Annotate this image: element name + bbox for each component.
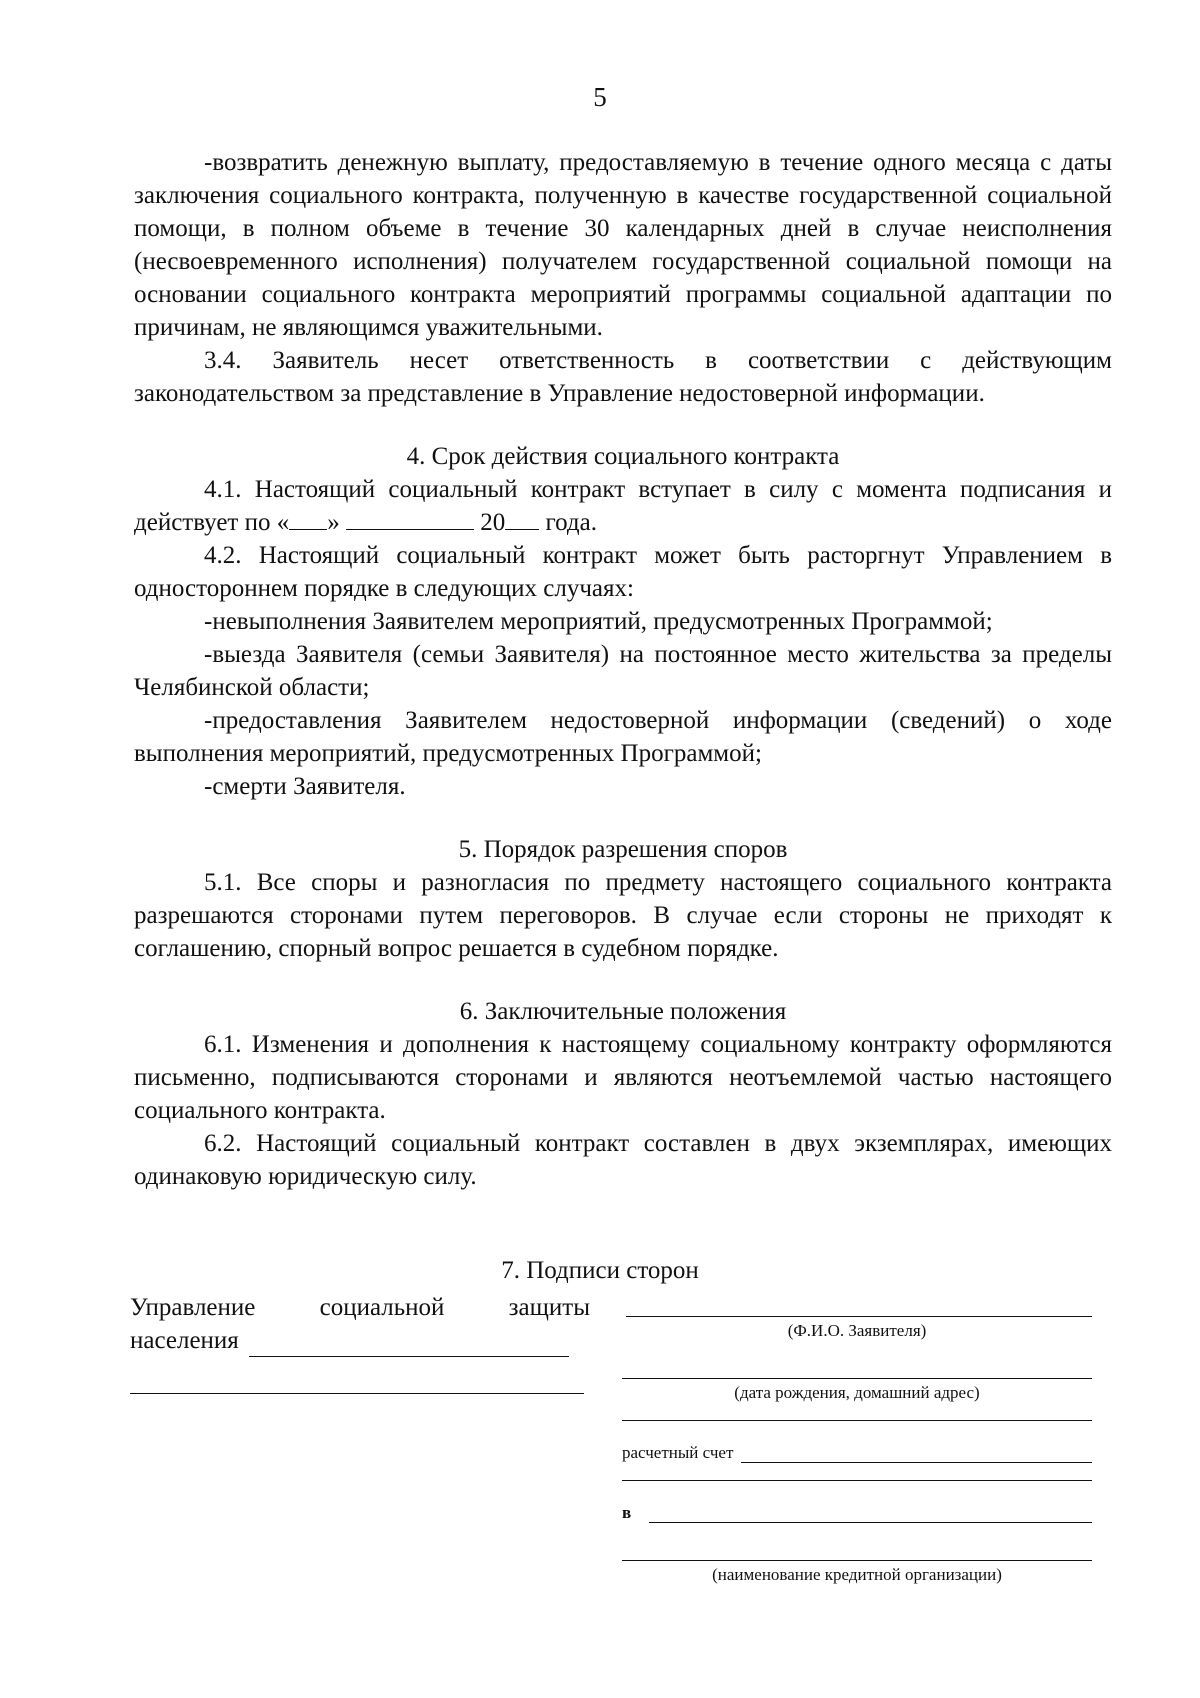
bank-row-inner bbox=[622, 1503, 1092, 1523]
paragraph-3-4: 3.4. Заявитель несет ответственность в соответствии с действующим законодательством за представление в Управление недостоверной информации. bbox=[134, 347, 1112, 407]
applicant-fio-line bbox=[626, 1316, 1092, 1317]
extra-address-line bbox=[622, 1420, 1092, 1421]
account-extra-line-block bbox=[622, 1480, 1092, 1481]
bank-in-label: в bbox=[622, 1503, 632, 1522]
admin-signature-line bbox=[249, 1332, 569, 1357]
administration-name-row bbox=[130, 1291, 590, 1324]
termination-item-3: -предоставления Заявителем недостоверной информации (сведений) о ходе выполнения мероприятий, предусмотренных Программой; bbox=[134, 707, 1112, 767]
termination-item-1: -невыполнения Заявителем мероприятий, предусмотренных Программой; bbox=[204, 608, 993, 635]
administration-second-row bbox=[130, 1324, 590, 1357]
termination-item-2: -выезда Заявителя (семьи Заявителя) на постоянное место жительства за пределы Челябинской области; bbox=[134, 641, 1112, 701]
p4-1-text-d: года. bbox=[545, 509, 597, 536]
section-7-heading: 7. Подписи сторон bbox=[501, 1257, 699, 1284]
paragraph-4-1 bbox=[134, 473, 1112, 539]
page-number: 5 bbox=[593, 82, 607, 112]
admin-word-2: социальной bbox=[319, 1294, 445, 1321]
paragraph-5-1: 5.1. Все споры и разногласия по предмету настоящего социального контракта разрешаются сторонами путем переговоров. В случае если стороны не приходят к соглашению, спорный вопрос решается в судебном порядке. bbox=[134, 869, 1112, 962]
birth-address-line bbox=[622, 1378, 1092, 1379]
paragraph-6-1: 6.1. Изменения и дополнения к настоящему социальному контракту оформляются письменно, подписываются сторонами и являются неотъемлемой частью настоящего социального контракта. bbox=[134, 1031, 1112, 1124]
section-4-heading: 4. Срок действия социального контракта bbox=[406, 443, 840, 470]
p4-1-text-c: 20 bbox=[480, 509, 506, 536]
applicant-fio-block bbox=[622, 1316, 1092, 1341]
section-6-heading: 6. Заключительные положения bbox=[459, 998, 787, 1025]
admin-word-1: Управление bbox=[130, 1294, 256, 1321]
paragraph-return-payment: -возвратить денежную выплату, предоставляемую в течение одного месяца с даты заключения социального контракта, полученную в качестве государственной социальной помощи, в полном объеме в течение 30 календарных дней в случае неисполнения (несвоевременного исполнения) получателем государственной социальной помощи на основании социального контракта мероприятий программы социальной адаптации по причинам, не являющимся уважительными. bbox=[134, 149, 1112, 341]
bank-caption: (наименование кредитной организации) bbox=[712, 1565, 1002, 1584]
day-blank bbox=[289, 509, 327, 530]
account-extra-line bbox=[622, 1480, 1092, 1481]
bank-caption-block bbox=[622, 1560, 1092, 1585]
account-row bbox=[622, 1443, 1092, 1463]
bank-name-line bbox=[622, 1560, 1092, 1561]
admin-word-4: населения bbox=[130, 1327, 239, 1354]
applicant-fio-caption: (Ф.И.О. Заявителя) bbox=[787, 1321, 927, 1340]
bank-line bbox=[649, 1504, 1092, 1523]
applicant-birth-address-block bbox=[622, 1378, 1092, 1403]
account-line bbox=[741, 1444, 1092, 1463]
account-label: расчетный счет bbox=[622, 1443, 734, 1462]
section-5-heading: 5. Порядок разрешения споров bbox=[458, 836, 788, 863]
p4-1-text-b: » bbox=[327, 509, 340, 536]
year-blank bbox=[505, 509, 539, 530]
birth-address-caption: (дата рождения, домашний адрес) bbox=[734, 1383, 980, 1402]
paragraph-4-2: 4.2. Настоящий социальный контракт может быть расторгнут Управлением в одностороннем порядке в следующих случаях: bbox=[134, 542, 1112, 602]
month-blank bbox=[346, 509, 474, 530]
p4-1-text-a: 4.1. Настоящий социальный контракт вступает в силу с момента подписания и действует по « bbox=[134, 476, 1112, 536]
paragraph-6-2: 6.2. Настоящий социальный контракт составлен в двух экземплярах, имеющих одинаковую юридическую силу. bbox=[134, 1130, 1112, 1190]
administration-signature-block bbox=[130, 1291, 590, 1394]
document-body bbox=[134, 146, 1112, 1193]
extra-address-line-block bbox=[622, 1420, 1092, 1421]
admin-extra-line bbox=[130, 1393, 584, 1394]
termination-item-4: -смерти Заявителя. bbox=[204, 773, 406, 800]
account-row-inner bbox=[622, 1443, 1092, 1463]
bank-row bbox=[622, 1503, 1092, 1523]
admin-word-3: защиты bbox=[508, 1294, 590, 1321]
